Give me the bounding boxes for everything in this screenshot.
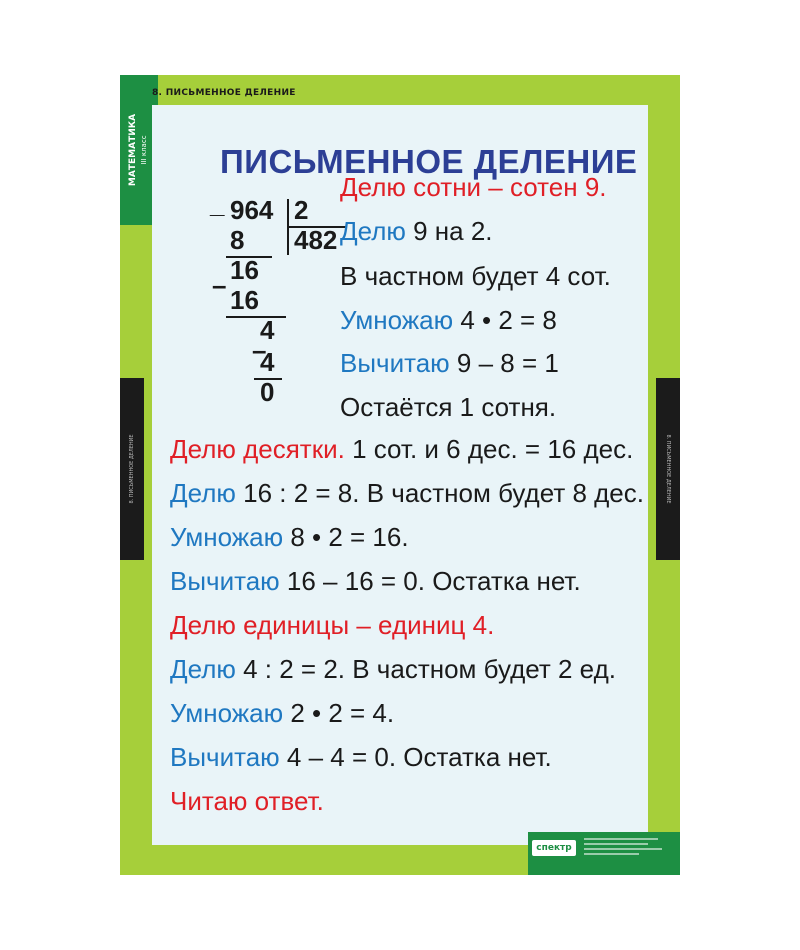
step-remainder-1: 16 [230,255,259,285]
explanation-line [170,741,552,773]
subject-text: МАТЕМАТИКА [128,113,138,187]
explanation-line [340,391,556,423]
explanation-line [340,171,607,203]
line-segment: Делю [340,216,406,246]
line-segment: Вычитаю [170,566,280,596]
left-tab-text: 8. ПИСЬМЕННОЕ ДЕЛЕНИЕ [129,434,135,504]
explanation-line [340,347,559,379]
line-segment: 1 сот. и 6 дес. = 16 дес. [344,434,634,464]
minus-sign-2: – [212,270,227,300]
right-black-tab [656,378,680,560]
line-segment: Умножаю [340,305,454,335]
subject-label [128,114,150,186]
dividend: 964 [230,195,274,225]
final-remainder: 0 [260,377,275,407]
line-segment: Делю единицы – единиц 4. [170,610,495,640]
line-segment: Вычитаю [340,348,450,378]
explanation-line [340,304,557,336]
line-segment: 4 : 2 = 2. В частном будет 2 ед. [235,654,616,684]
line-segment: 16 – 16 = 0. Остатка нет. [279,566,581,596]
explanation-line [170,697,394,729]
line-segment: Вычитаю [170,742,280,772]
line-segment: Остаётся 1 сотня. [340,392,557,422]
grade-text: III класс [140,135,148,165]
step-remainder-2: 4 [260,315,275,345]
poster [120,75,680,875]
line-segment: Делю десятки. [170,434,345,464]
publisher-fine-print [584,838,676,868]
line-segment: 8 • 2 = 16. [283,522,409,552]
explanation-line [170,433,633,465]
line-segment: Умножаю [170,698,284,728]
line-segment: Делю [170,654,236,684]
line-segment: В частном будет 4 сот. [340,261,611,291]
line-segment: 4 – 4 = 0. Остатка нет. [279,742,552,772]
line-segment: 4 • 2 = 8 [453,305,557,335]
explanation-line [170,609,494,641]
minus-sign-1: _ [210,189,225,219]
step-subtrahend-3: 4 [260,347,275,377]
minus-sign-3: – [252,335,267,365]
line-segment: 16 : 2 = 8. В частном будет 8 дес. [235,478,644,508]
line-segment: 9 – 8 = 1 [449,348,559,378]
footer-publisher [528,832,680,875]
line-segment: 9 на 2. [405,216,493,246]
step-subtrahend-1: 8 [230,225,245,255]
quotient: 482 [294,225,338,255]
line-segment: Умножаю [170,522,284,552]
line-segment: Делю [170,478,236,508]
explanation-line [170,477,644,509]
divisor: 2 [294,195,309,225]
step-subtrahend-2: 16 [230,285,259,315]
publisher-logo: спектр [532,840,576,856]
page-title: ПИСЬМЕННОЕ ДЕЛЕНИЕ [220,143,638,180]
content-panel [152,105,648,845]
line-segment: Делю сотни – сотен 9. [340,172,607,202]
explanation-line [170,785,324,817]
line-segment: 2 • 2 = 4. [283,698,395,728]
long-division [208,189,358,445]
explanation-line [170,653,616,685]
explanation-line [340,260,611,292]
explanation-line [170,521,409,553]
left-black-tab [120,378,144,560]
explanation-line [170,565,581,597]
step-line-2 [226,316,286,318]
right-tab-text: 8. ПИСЬМЕННОЕ ДЕЛЕНИЕ [665,434,671,504]
header-strip: 8. ПИСЬМЕННОЕ ДЕЛЕНИЕ [152,88,296,98]
line-segment: Читаю ответ. [170,786,324,816]
explanation-line [340,215,493,247]
